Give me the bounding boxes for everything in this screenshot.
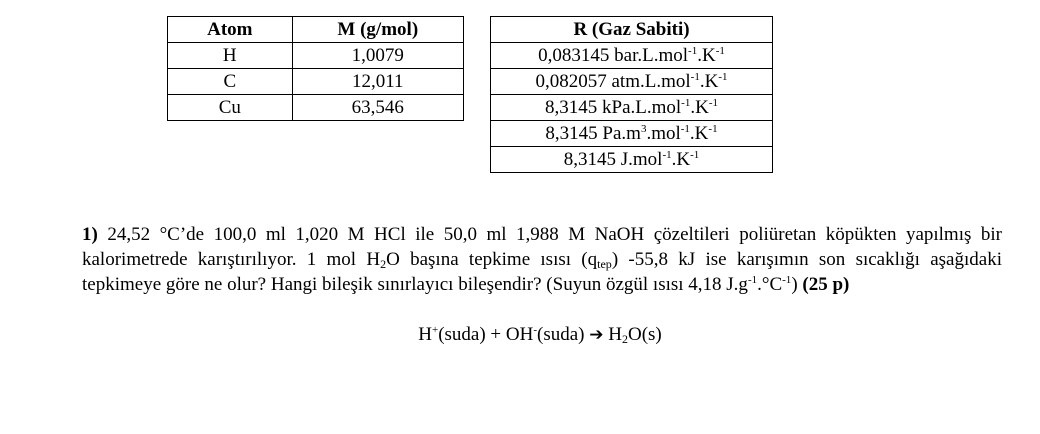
unit-k: .K <box>689 123 709 144</box>
gas-constant-cell <box>491 147 773 173</box>
molar-mass-cell: 1,0079 <box>292 43 463 69</box>
header-gas-constant: R (Gaz Sabiti) <box>491 17 773 43</box>
gas-constant-value: 0,082057 atm.L.mol <box>535 71 691 92</box>
table-row <box>168 69 464 95</box>
exponent: -1 <box>708 97 718 109</box>
exponent: -1 <box>688 45 698 57</box>
question-text: ) <box>791 274 803 295</box>
exponent: -1 <box>681 97 691 109</box>
gas-constant-cell <box>491 69 773 95</box>
molar-mass-table <box>167 16 464 121</box>
atom-cell: Cu <box>168 95 293 121</box>
unit-mol: .mol <box>646 123 681 144</box>
reaction-arrow-icon: ➔ <box>589 325 604 345</box>
atom-cell: C <box>168 69 293 95</box>
gas-constant-cell <box>491 43 773 69</box>
table-row <box>168 95 464 121</box>
exponent: -1 <box>715 45 725 57</box>
question-text: O başına tepkime ısısı (q <box>386 249 598 270</box>
exponent: -1 <box>747 274 758 286</box>
equation-part: O(s) <box>627 324 662 345</box>
gas-constant-header-row <box>491 17 773 43</box>
exponent: -1 <box>708 123 718 135</box>
gas-constant-value: 8,3145 kPa.L.mol <box>545 97 682 118</box>
exponent: -1 <box>680 123 690 135</box>
table-row <box>491 147 773 173</box>
equation-part: (suda) <box>537 324 590 345</box>
molar-mass-cell: 63,546 <box>292 95 463 121</box>
gas-constant-value: 8,3145 Pa.m <box>545 123 641 144</box>
question-number: 1) <box>82 224 98 245</box>
table-row <box>491 95 773 121</box>
table-row <box>491 69 773 95</box>
gas-constant-table <box>490 16 773 173</box>
exponent: -1 <box>782 274 792 286</box>
question-points: (25 p) <box>802 274 850 295</box>
exponent: 3 <box>640 123 647 135</box>
reaction-equation <box>0 322 1040 348</box>
gas-constant-cell <box>491 95 773 121</box>
gas-constant-cell <box>491 121 773 147</box>
unit-k: .K <box>671 149 691 170</box>
molar-mass-cell: 12,011 <box>292 69 463 95</box>
unit-k: .K <box>697 45 716 66</box>
subscript: 2 <box>621 332 628 346</box>
exponent: -1 <box>690 71 700 83</box>
question-text: 24,52 °C’de 100,0 ml 1,020 M HCl ile 50,0 ml 1,988 M NaOH çözeltileri poliüretan köpükten yapılmış bir kalorimetrede karıştırılıyor. 1 mol H <box>82 224 1002 270</box>
exponent: -1 <box>718 71 728 83</box>
equation-part: H <box>603 324 622 345</box>
subscript: 2 <box>380 257 387 271</box>
gas-constant-value: 0,083145 bar.L.mol <box>538 45 689 66</box>
atom-cell: H <box>168 43 293 69</box>
header-molar-mass: M (g/mol) <box>292 17 463 43</box>
equation-part: (suda) + OH <box>438 324 534 345</box>
table-row <box>491 121 773 147</box>
table-row <box>168 43 464 69</box>
exponent: -1 <box>662 149 672 161</box>
equation-part: H <box>418 324 432 345</box>
question-text: ) -55,8 kJ ise karışımın son sıcaklığı aşağıdaki tepkimeye göre ne olur? Hangi bileşik sınırlayıcı bileşendir? (Suyun özgül ısısı 4,18 J.g <box>82 249 1002 295</box>
question-paragraph <box>82 222 1002 297</box>
table-row <box>491 43 773 69</box>
gas-constant-value: 8,3145 J.mol <box>563 149 663 170</box>
exponent: -1 <box>690 149 700 161</box>
header-atom: Atom <box>168 17 293 43</box>
charge: + <box>431 324 439 336</box>
molar-mass-header-row <box>168 17 464 43</box>
unit-k: .K <box>690 97 709 118</box>
charge: - <box>533 324 537 336</box>
subscript: tep <box>597 257 612 271</box>
question-text: .°C <box>757 274 783 295</box>
unit-k: .K <box>699 71 719 92</box>
